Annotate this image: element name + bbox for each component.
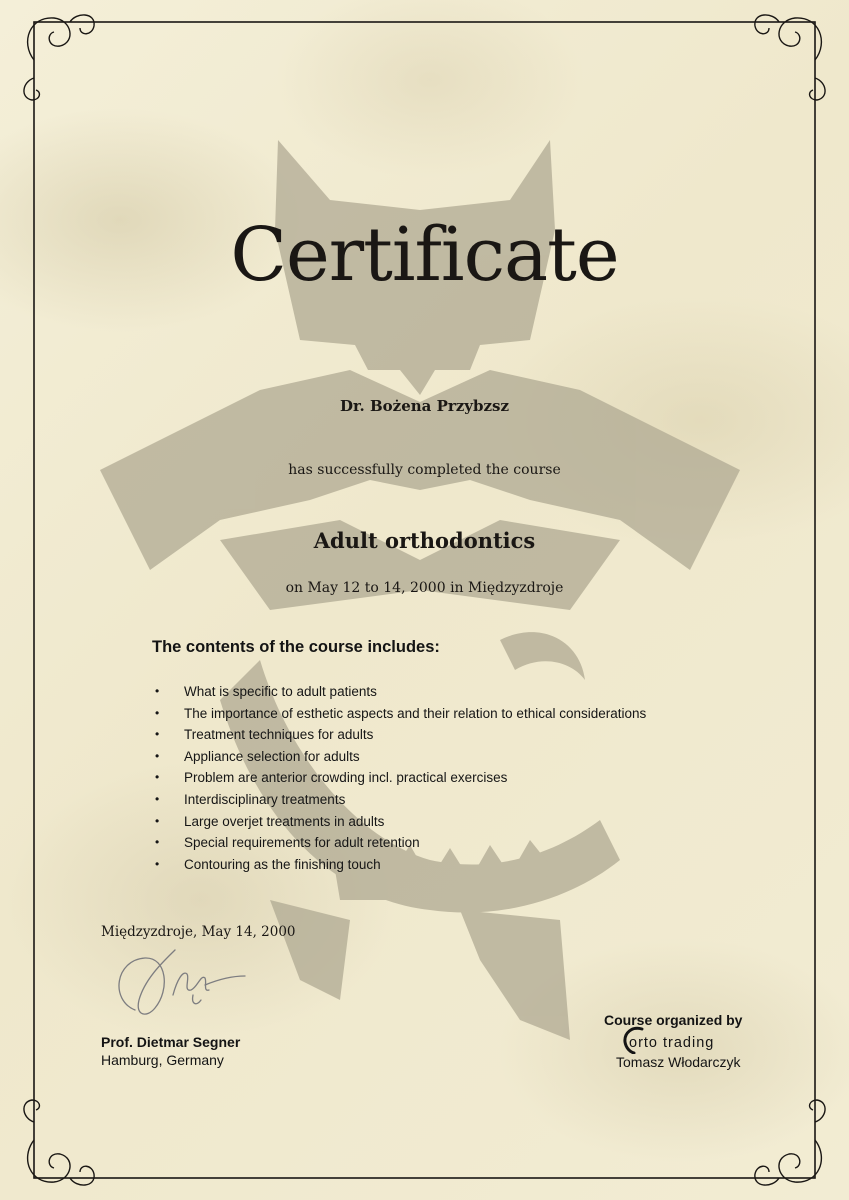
list-item <box>152 746 646 768</box>
bullet-icon: • <box>155 705 160 720</box>
list-item <box>152 724 646 746</box>
list-item <box>152 681 646 703</box>
organizer-person: Tomasz Włodarczyk <box>616 1054 741 1070</box>
list-item <box>152 703 646 725</box>
contents-heading: The contents of the course includes: <box>152 638 440 656</box>
bullet-icon: • <box>155 791 160 806</box>
list-item-text: Interdisciplinary treatments <box>184 791 346 807</box>
organizer-company: orto trading <box>629 1035 715 1051</box>
handwritten-signature <box>105 940 265 1030</box>
organizer-label: Course organized by <box>604 1012 743 1028</box>
recipient-name: Dr. Bożena Przybzsz <box>340 397 509 415</box>
bullet-icon: • <box>155 813 160 828</box>
course-dates: on May 12 to 14, 2000 in Międzyzdroje <box>285 580 564 596</box>
list-item-text: Large overjet treatments in adults <box>184 813 385 829</box>
bullet-icon: • <box>155 684 160 698</box>
list-item <box>152 811 646 833</box>
list-item-text: What is specific to adult patients <box>184 684 377 699</box>
signatory-city: Hamburg, Germany <box>101 1052 224 1068</box>
bullet-icon: • <box>155 748 160 763</box>
list-item-text: Special requirements for adult retention <box>184 835 420 851</box>
list-item-text: The importance of esthetic aspects and their relation to ethical considerations <box>184 705 647 721</box>
bullet-icon: • <box>155 727 160 742</box>
list-item-text: Appliance selection for adults <box>184 748 360 764</box>
list-item <box>152 789 646 811</box>
list-item-text: Problem are anterior crowding incl. practical exercises <box>184 770 508 786</box>
list-item-text: Contouring as the finishing touch <box>184 856 381 872</box>
place-and-date: Międzyzdroje, May 14, 2000 <box>101 924 296 940</box>
certificate-title: Certificate <box>230 212 619 298</box>
bullet-icon: • <box>155 770 160 785</box>
list-item <box>152 854 646 876</box>
completion-statement: has successfully completed the course <box>288 462 561 478</box>
signatory-name: Prof. Dietmar Segner <box>101 1034 241 1050</box>
contents-list <box>152 681 646 875</box>
course-title: Adult orthodontics <box>313 528 536 553</box>
bullet-icon: • <box>155 856 160 871</box>
list-item <box>152 767 646 789</box>
list-item-text: Treatment techniques for adults <box>184 727 374 743</box>
list-item <box>152 832 646 854</box>
bullet-icon: • <box>155 835 160 850</box>
